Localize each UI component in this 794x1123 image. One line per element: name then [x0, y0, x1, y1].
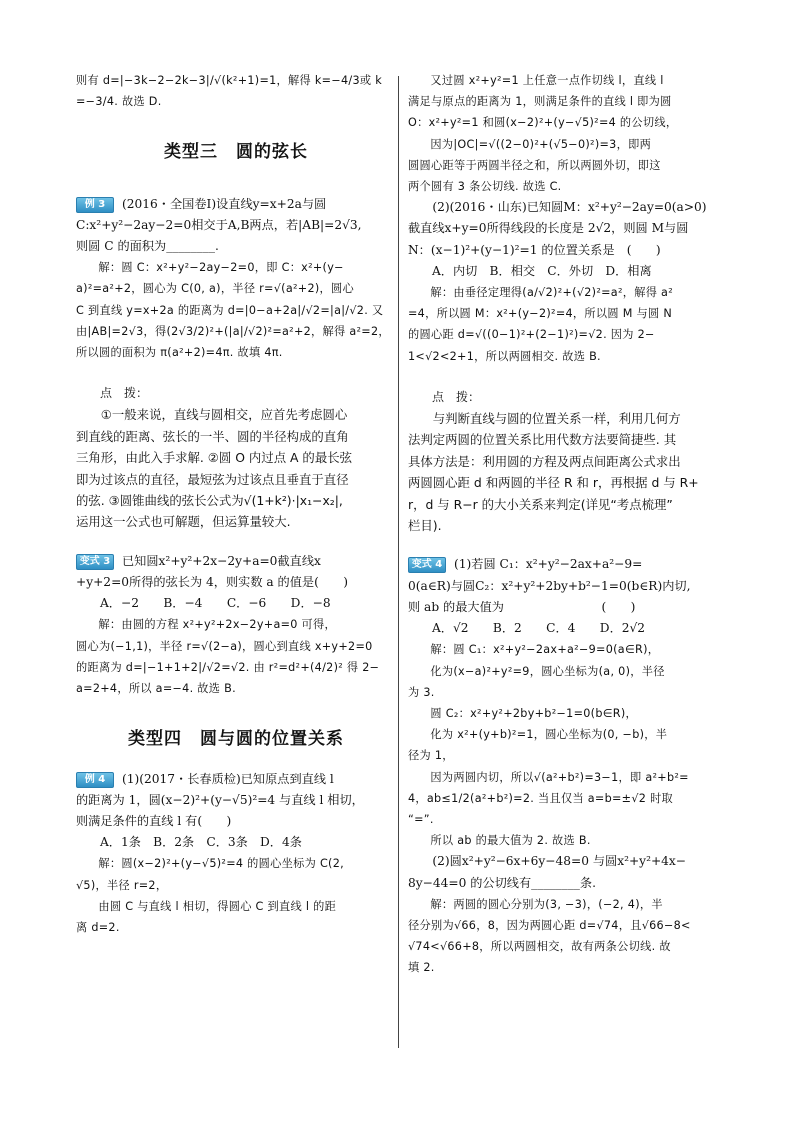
- text-line: 化为 x²+(y+b)²=1，圆心坐标为(0, −b)，半: [430, 728, 668, 742]
- text-line: 的圆心距 d=√((0−1)²+(2−1)²)=√2. 因为 2−: [408, 328, 655, 342]
- text-line: 则满足条件的直线 l 有( ): [76, 813, 232, 828]
- text-line: 的距离为 1，圆(x−2)²+(y−√5)²=4 与直线 l 相切，: [76, 792, 364, 807]
- tip-line: 的弦. ③圆锥曲线的弦长公式为√(1+k²)·|x₁−x₂|,: [76, 493, 343, 509]
- text-line: a)²=a²+2，圆心为 C(0, a)，半径 r=√(a²+2)，圆心: [76, 282, 354, 296]
- text-line: 截直线x+y=0所得线段的长度是 2√2，则圆 M与圆: [408, 221, 689, 236]
- text-line: (1)(2017・长春质检)已知原点到直线 l: [122, 771, 334, 786]
- left-column: [76, 70, 396, 938]
- text-line: 解：由垂径定理得(a/√2)²+(√2)²=a²，解得 a²: [430, 286, 673, 300]
- answer-options: A．−2 B．−4 C．−6 D．−8: [100, 596, 331, 611]
- variant-4-badge: 变式 4: [408, 557, 446, 573]
- text-line: (2)圆x²+y²−6x+6y−48=0 与圆x²+y²+4x−: [432, 854, 687, 869]
- text-line: (2016・全国卷Ⅰ)设直线y=x+2a与圆: [122, 196, 327, 211]
- text-line: 解：两圆的圆心分别为(3, −3)，(−2, 4)，半: [430, 897, 663, 911]
- text-line: 为 3.: [408, 685, 435, 699]
- text-line: “=”.: [408, 812, 434, 826]
- text-line: 8y−44=0 的公切线有________条.: [408, 875, 596, 890]
- text-line: 0(a∈R)与圆C₂：x²+y²+2by+b²−1=0(b∈R)内切,: [408, 578, 691, 593]
- text-line: √5)，半径 r=2，: [76, 878, 168, 892]
- text-line: 由圆 C 与直线 l 相切，得圆心 C 到直线 l 的距: [98, 899, 337, 913]
- text-line: 两个圆有 3 条公切线. 故选 C.: [408, 180, 562, 194]
- answer-options: A．1条 B．2条 C．3条 D．4条: [100, 835, 302, 850]
- text-line: 则有 d=|−3k−2−2k−3|/√(k²+1)=1，解得 k=−4/3或 k: [76, 74, 383, 87]
- text-line: 解：圆 C₁：x²+y²−2ax+a²−9=0(a∈R)，: [430, 643, 660, 657]
- text-line: 4，ab≤1/2(a²+b²)=2. 当且仅当 a=b=±√2 时取: [408, 791, 674, 805]
- tip-line: r，d 与 R−r 的大小关系来判定(详见“考点梳理”: [408, 496, 673, 512]
- text-line: (2)(2016・山东)已知圆M：x²+y²−2ay=0(a>0): [432, 200, 707, 215]
- tip-line: 到直线的距离、弦长的一半、圆的半径构成的直角: [76, 428, 349, 444]
- tip-line: 栏目).: [408, 518, 442, 534]
- text-line: 圆圆心距等于两圆半径之和，所以两圆外切，即这: [408, 158, 661, 172]
- section-heading-type4: 类型四 圆与圆的位置关系: [128, 729, 344, 750]
- tip-title: 点 拨：: [432, 389, 481, 404]
- text-line: =−3/4. 故选 D.: [76, 95, 162, 109]
- tip-line: 即为过该点的直径，最短弦为过该点且垂直于直径: [76, 471, 349, 487]
- answer-options: A．√2 B．2 C．4 D．2√2: [432, 621, 646, 636]
- text-line: 因为两圆内切，所以√(a²+b²)=3−1，即 a²+b²=: [430, 770, 689, 784]
- column-divider: [398, 76, 399, 1048]
- text-line: (1)若圆 C₁：x²+y²−2ax+a²−9=: [454, 557, 643, 572]
- example-3-question: [76, 194, 396, 215]
- text-line: 1<√2<2+1，所以两圆相交. 故选 B.: [408, 349, 601, 363]
- tip-line: 运用这一公式也可解题，但运算量较大.: [76, 514, 291, 530]
- text-line: C:x²+y²−2ay−2=0相交于A,B两点，若|AB|=2√3,: [76, 217, 362, 232]
- text-line: +y+2=0所得的弦长为 4，则实数 a 的值是( ): [76, 575, 348, 590]
- text-line: 圆心为(−1,1)，半径 r=√(2−a)，圆心到直线 x+y+2=0: [76, 639, 373, 653]
- text-line: 满足与原点的距离为 1，则满足条件的直线 l 即为圆: [408, 95, 672, 109]
- text-line: 则圆 C 的面积为________.: [76, 239, 219, 254]
- tip-line: 三角形，由此入手求解. ②圆 O 内过点 A 的最长弦: [76, 450, 352, 466]
- example-4-badge: 例 4: [76, 772, 114, 788]
- text-line: N：(x−1)²+(y−1)²=1 的位置关系是 ( ): [408, 242, 661, 257]
- text-line: 则 ab 的最大值为 ( ): [408, 599, 636, 614]
- text-line: 填 2.: [408, 961, 435, 975]
- text-line: O：x²+y²=1 和圆(x−2)²+(y−√5)²=4 的公切线，: [408, 116, 678, 130]
- text-line: 的距离为 d=|−1+1+2|/√2=√2. 由 r²=d²+(4/2)² 得 2−: [76, 660, 380, 674]
- text-line: C 到直线 y=x+2a 的距离为 d=|0−a+2a|/√2=|a|/√2. 又: [76, 303, 384, 317]
- text-line: 离 d=2.: [76, 920, 120, 934]
- text-line: a=2+4，所以 a=−4. 故选 B.: [76, 682, 236, 696]
- example-3-badge: 例 3: [76, 197, 114, 213]
- text-line: 已知圆x²+y²+2x−2y+a=0截直线x: [122, 553, 321, 568]
- text-line: 又过圆 x²+y²=1 上任意一点作切线 l，直线 l: [430, 74, 664, 87]
- right-column: [408, 70, 728, 979]
- answer-options: A．内切 B．相交 C．外切 D．相离: [432, 263, 652, 278]
- variant-4-question: [408, 554, 728, 575]
- text-line: =4，所以圆 M：x²+(y−2)²=4，所以圆 M 与圆 N: [408, 307, 673, 321]
- text-line: 圆 C₂：x²+y²+2by+b²−1=0(b∈R)，: [430, 706, 637, 720]
- text-line: 由|AB|=2√3，得(2√3/2)²+(|a|/√2)²=a²+2，解得 a²=2，: [76, 324, 390, 338]
- text-line: 解：圆(x−2)²+(y−√5)²=4 的圆心坐标为 C(2,: [98, 857, 344, 871]
- example-4-question: [76, 769, 396, 790]
- tip-line: 两圆圆心距 d 和两圆的半径 R 和 r，再根据 d 与 R+: [408, 475, 699, 491]
- tip-title: 点 拨：: [100, 386, 149, 401]
- variant-3-question: [76, 551, 396, 572]
- text-line: 因为|OC|=√((2−0)²+(√5−0)²)=3，即两: [430, 137, 652, 151]
- tip-line: ①一般来说，直线与圆相交，应首先考虑圆心: [100, 407, 348, 423]
- text-line: 解：圆 C：x²+y²−2ay−2=0，即 C：x²+(y−: [98, 261, 344, 275]
- section-heading-type3: 类型三 圆的弦长: [164, 142, 308, 163]
- tip-line: 具体方法是：利用圆的方程及两点间距离公式求出: [408, 453, 681, 469]
- tip-line: 与判断直线与圆的位置关系一样，利用几何方: [432, 411, 681, 427]
- text-line: 解：由圆的方程 x²+y²+2x−2y+a=0 可得，: [98, 618, 337, 632]
- text-line: 化为(x−a)²+y²=9，圆心坐标为(a, 0)，半径: [430, 664, 665, 678]
- tip-line: 法判定两圆的位置关系比用代数方法要简捷些. 其: [408, 432, 677, 448]
- variant-3-badge: 变式 3: [76, 554, 114, 570]
- text-line: 所以 ab 的最大值为 2. 故选 B.: [430, 834, 591, 848]
- text-line: 所以圆的面积为 π(a²+2)=4π. 故填 4π.: [76, 346, 283, 360]
- text-line: √74<√66+8，所以两圆相交，故有两条公切线. 故: [408, 940, 671, 954]
- text-line: 径分别为√66，8，因为两圆心距 d=√74，且√66−8<: [408, 918, 691, 932]
- text-line: 径为 1，: [408, 749, 454, 763]
